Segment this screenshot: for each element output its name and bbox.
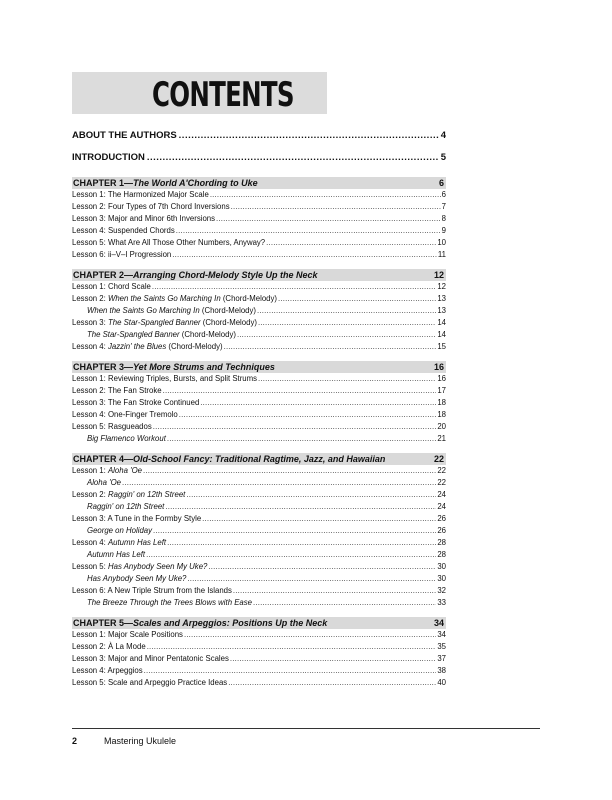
leader-dots [233,585,436,597]
entry-page: 35 [437,642,446,651]
leader-dots [143,465,436,477]
entry-italic-text: Aloha 'Oe [107,466,142,475]
lesson-entry [72,653,446,665]
entry-italic-text: The Breeze Through the Trees Blows with Ease [87,598,252,607]
chapter-title: Old-School Fancy: Traditional Ragtime, Jazz, and Hawaiian [133,454,386,464]
lesson-entry [72,317,446,329]
entry-italic-text: Jazzin' the Blues [107,342,167,351]
entry-label [72,653,229,665]
entry-label [87,477,121,489]
entry-page: 30 [437,574,446,583]
song-entry [72,329,446,341]
entry-label [72,201,230,213]
table-of-contents [72,125,446,689]
song-entry [72,573,446,585]
leader-dots [153,525,436,537]
entry-page: 11 [437,250,446,259]
front-matter-entry [72,147,446,169]
chapter-label [73,617,327,629]
chapter-label [73,453,385,465]
leader-dots [266,237,436,249]
chapter-prefix: CHAPTER 2— [73,270,134,280]
lesson-entry [72,409,446,421]
entry-page: 34 [437,630,446,639]
front-matter-entry [72,125,446,147]
entry-text: Lesson 6: ii–V–I Progression [72,250,172,259]
entry-page: 24 [437,502,446,511]
entry-label [87,329,236,341]
chapter-label [73,361,275,373]
entry-label [72,465,142,477]
leader-dots [210,189,441,201]
footer-page-number: 2 [72,736,78,746]
entry-text: Lesson 3: Major and Minor 6th Inversions [72,214,216,223]
entry-label [72,373,257,385]
entry-italic-text: Aloha 'Oe [87,478,121,487]
entry-italic-text: The Star-Spangled Banner [87,330,180,339]
entry-page: 17 [437,386,446,395]
entry-page: 5 [440,152,446,163]
entry-page: 37 [437,654,446,663]
entry-label [87,305,256,317]
lesson-entry [72,665,446,677]
entry-page: 10 [437,238,446,247]
entry-label [87,433,166,445]
leader-dots [167,433,436,445]
leader-dots [153,421,437,433]
chapter-heading [72,177,446,189]
entry-text: Lesson 2: Four Types of 7th Chord Inversions [72,202,230,211]
entry-page: 18 [437,410,446,419]
entry-label [72,489,185,501]
leader-dots [257,305,436,317]
entry-text: Lesson 1: Chord Scale [72,282,151,291]
entry-page: 20 [437,422,446,431]
entry-text: Lesson 4: One-Finger Tremolo [72,410,178,419]
lesson-entry [72,641,446,653]
entry-label [72,513,201,525]
entry-text-suffix: (Chord-Melody) [166,342,223,351]
entry-label [72,585,232,597]
lesson-entry [72,281,446,293]
entry-label [87,597,252,609]
lesson-entry [72,585,446,597]
chapter-page: 22 [433,454,444,464]
entry-page: 33 [437,598,446,607]
chapter-prefix: CHAPTER 1— [73,178,134,188]
entry-text-suffix: (Chord-Melody) [179,330,236,339]
leader-dots [179,409,437,421]
leader-dots [144,665,437,677]
song-entry [72,525,446,537]
entry-page: 6 [441,190,446,199]
entry-italic-text: The Star-Spangled Banner [107,318,201,327]
song-entry [72,597,446,609]
leader-dots [208,561,436,573]
leader-dots [278,293,436,305]
entry-text: Lesson 4: [72,538,108,547]
song-entry [72,477,446,489]
entry-text: Lesson 5: Scale and Arpeggio Practice Ideas [72,678,228,687]
leader-dots [176,225,441,237]
chapter-page: 6 [438,178,444,188]
entry-label [72,341,223,353]
entry-text: Lesson 1: The Harmonized Major Scale [72,190,209,199]
lesson-entry [72,513,446,525]
entry-page: 26 [437,514,446,523]
entry-label [72,237,265,249]
entry-italic-text: When the Saints Go Marching In [107,294,221,303]
entry-text-suffix: (Chord-Melody) [199,306,257,315]
entry-text: Lesson 2: À La Mode [72,642,146,651]
entry-page: 28 [437,550,446,559]
entry-label [72,225,175,237]
leader-dots [163,385,437,397]
leader-dots [228,677,436,689]
entry-page: 15 [437,342,446,351]
entry-page: 12 [437,282,446,291]
footer-book-title: Mastering Ukulele [104,736,177,746]
entry-page: 9 [441,226,446,235]
entry-text: Lesson 2: [72,490,108,499]
lesson-entry [72,537,446,549]
entry-page: 18 [437,398,446,407]
entry-text: Lesson 3: The Fan Stroke Continued [72,398,200,407]
lesson-entry [72,421,446,433]
lesson-entry [72,677,446,689]
entry-label [72,677,227,689]
leader-dots [258,317,436,329]
entry-text: Lesson 3: A Tune in the Formby Style [72,514,202,523]
entry-italic-text: Has Anybody Seen My Uke? [87,574,187,583]
entry-page: 13 [437,306,446,315]
entry-label [72,421,152,433]
lesson-entry [72,373,446,385]
entry-label [72,293,277,305]
entry-label [72,317,257,329]
entry-page: 38 [437,666,446,675]
leader-dots [122,477,436,489]
chapter-prefix: CHAPTER 5— [73,618,134,628]
leader-dots [147,641,437,653]
entry-page: 40 [437,678,446,687]
entry-page: 32 [437,586,446,595]
entry-page: 30 [437,562,446,571]
chapter-page: 12 [433,270,444,280]
entry-label [72,189,209,201]
leader-dots [179,125,439,147]
entry-page: 7 [441,202,446,211]
entry-page: 22 [437,466,446,475]
entry-page: 24 [437,490,446,499]
chapter-page: 16 [433,362,444,372]
entry-label: INTRODUCTION [72,152,145,163]
leader-dots [224,341,437,353]
entry-text: Lesson 2: The Fan Stroke [72,386,162,395]
entry-italic-text: Autumn Has Left [87,550,146,559]
entry-text: Lesson 5: Rasgueados [72,422,152,431]
song-entry [72,501,446,513]
lesson-entry [72,629,446,641]
leader-dots [172,249,437,261]
leader-dots [230,653,436,665]
entry-text: Lesson 4: [72,342,108,351]
entry-page: 26 [437,526,446,535]
entry-label [72,665,143,677]
chapter-title: Arranging Chord-Melody Style Up the Neck [133,270,318,280]
entry-label [72,641,146,653]
entry-text: Lesson 1: Major Scale Positions [72,630,183,639]
entry-page: 13 [437,294,446,303]
entry-label [72,249,171,261]
entry-label [72,281,151,293]
entry-text-suffix: (Chord-Melody) [220,294,277,303]
entry-italic-text: Autumn Has Left [107,538,167,547]
lesson-entry [72,201,446,213]
leader-dots [152,281,436,293]
lesson-entry [72,225,446,237]
entry-label [87,525,152,537]
entry-italic-text: Has Anybody Seen My Uke? [107,562,208,571]
chapter-prefix: CHAPTER 4— [73,454,134,464]
chapter-label [73,177,258,189]
entry-italic-text: George on Holiday [87,526,153,535]
lesson-entry [72,249,446,261]
entry-page: 4 [440,130,446,141]
entry-page: 14 [437,330,446,339]
entry-text: Lesson 3: Major and Minor Pentatonic Scales [72,654,229,663]
leader-dots [167,537,436,549]
page-title: CONTENTS [152,75,294,115]
entry-label [72,213,215,225]
entry-text: Lesson 6: A New Triple Strum from the Islands [72,586,232,595]
lesson-entry [72,561,446,573]
entry-text: Lesson 5: What Are All Those Other Numbers, Anyway? [72,238,266,247]
entry-page: 21 [437,434,446,443]
leader-dots [184,629,436,641]
lesson-entry [72,385,446,397]
entry-italic-text: Big Flamenco Workout [87,434,166,443]
chapter-title: The World A'Chording to Uke [133,178,258,188]
entry-page: 16 [437,374,446,383]
entry-label [87,573,186,585]
lesson-entry [72,189,446,201]
leader-dots [202,513,436,525]
lesson-entry [72,397,446,409]
entry-label [72,397,199,409]
entry-label [72,409,178,421]
entry-text-suffix: (Chord-Melody) [200,318,257,327]
entry-label [72,629,183,641]
chapter-prefix: CHAPTER 3— [73,362,134,372]
chapter-heading [72,361,446,373]
leader-dots [231,201,441,213]
song-entry [72,549,446,561]
entry-page: 8 [441,214,446,223]
entry-page: 22 [437,478,446,487]
leader-dots [147,147,439,169]
entry-label [87,501,164,513]
leader-dots [146,549,436,561]
chapter-heading [72,453,446,465]
entry-page: 28 [437,538,446,547]
entry-label [72,537,166,549]
lesson-entry [72,341,446,353]
lesson-entry [72,465,446,477]
entry-label [72,385,162,397]
lesson-entry [72,293,446,305]
entry-page: 14 [437,318,446,327]
entry-italic-text: Raggin' on 12th Street [87,502,165,511]
leader-dots [200,397,436,409]
lesson-entry [72,237,446,249]
song-entry [72,305,446,317]
chapter-title: Yet More Strums and Techniques [133,362,275,372]
entry-text: Lesson 2: [72,294,108,303]
leader-dots [253,597,436,609]
leader-dots [165,501,436,513]
lesson-entry [72,489,446,501]
leader-dots [186,489,436,501]
chapter-heading [72,269,446,281]
chapter-label [73,269,318,281]
leader-dots [237,329,436,341]
leader-dots [258,373,436,385]
chapter-page: 34 [433,618,444,628]
leader-dots [187,573,436,585]
chapter-title: Scales and Arpeggios: Positions Up the Neck [133,618,328,628]
entry-text: Lesson 4: Suspended Chords [72,226,175,235]
entry-text: Lesson 3: [72,318,108,327]
song-entry [72,433,446,445]
entry-text: Lesson 4: Arpeggios [72,666,143,675]
entry-label [72,561,207,573]
entry-text: Lesson 1: [72,466,108,475]
entry-text: Lesson 5: [72,562,108,571]
chapter-heading [72,617,446,629]
entry-italic-text: When the Saints Go Marching In [87,306,200,315]
entry-label [87,549,145,561]
footer-rule [72,728,540,729]
leader-dots [216,213,441,225]
lesson-entry [72,213,446,225]
entry-italic-text: Raggin' on 12th Street [107,490,186,499]
entry-text: Lesson 1: Reviewing Triples, Bursts, and Split Strums [72,374,258,383]
entry-label: ABOUT THE AUTHORS [72,130,177,141]
